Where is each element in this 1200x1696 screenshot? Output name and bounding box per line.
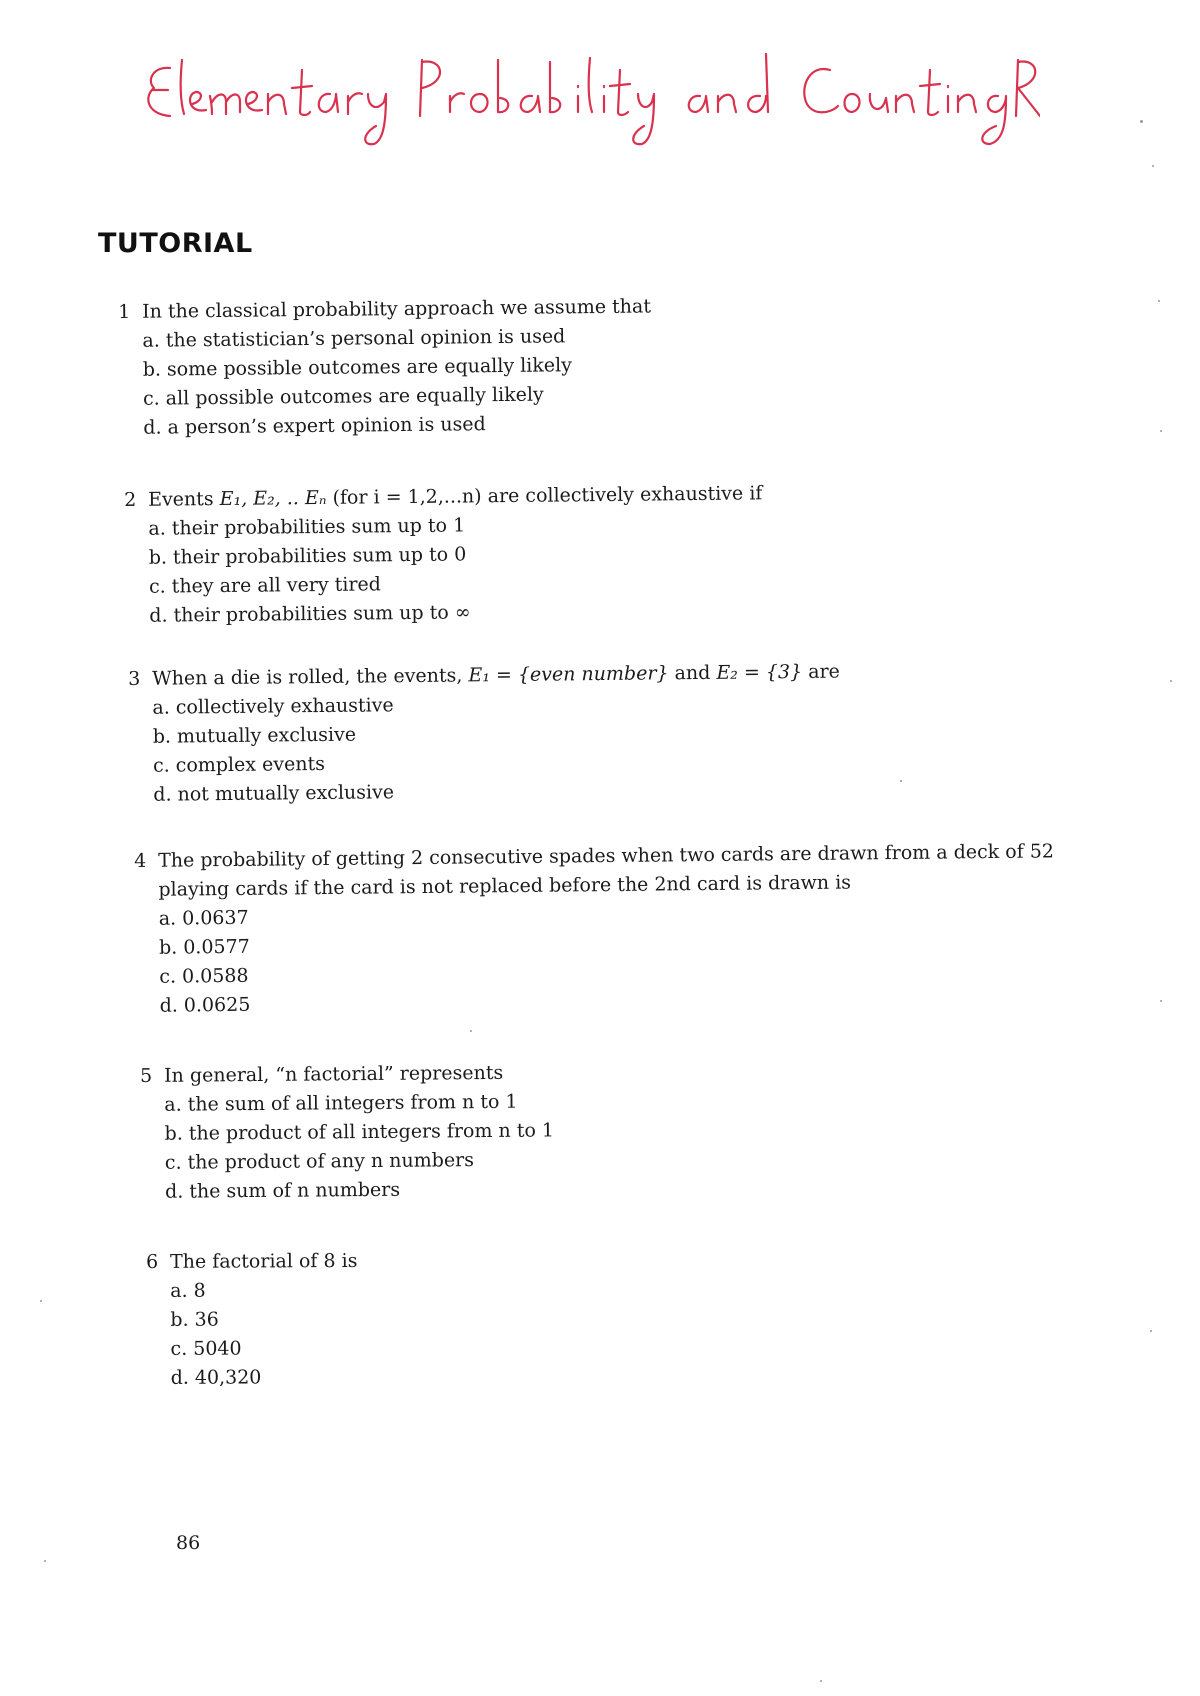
option-a [170, 1276, 357, 1306]
option-d [165, 1174, 555, 1206]
scan-speck [1140, 120, 1143, 123]
option-letter: c. [148, 575, 166, 598]
scan-speck [1158, 300, 1160, 302]
option-text: their probabilities sum up to 1 [171, 514, 466, 540]
scan-speck [900, 780, 902, 782]
option-text: 5040 [193, 1337, 242, 1360]
question-text-prefix: When a die is rolled, the events, [152, 664, 463, 690]
option-letter: b. [148, 546, 168, 569]
option-letter: c. [152, 754, 170, 777]
option-a [164, 1087, 554, 1119]
option-text: 0.0637 [182, 906, 249, 930]
handwritten-title [140, 40, 1040, 150]
scan-speck [1170, 680, 1172, 682]
question-text-prefix: Events [148, 488, 214, 511]
options-list [146, 1276, 358, 1393]
event-e1: E₁ = {even number} [468, 662, 669, 687]
question-3 [128, 658, 841, 810]
option-letter: c. [170, 1337, 188, 1360]
option-letter: b. [152, 725, 172, 748]
scan-speck [1150, 1330, 1152, 1332]
option-text: their probabilities sum up to ∞ [173, 601, 471, 627]
option-text: 0.0588 [181, 964, 249, 988]
options-list [140, 1087, 554, 1207]
options-list [118, 321, 652, 443]
events-notation: E₁, E₂, .. Eₙ [219, 486, 327, 510]
question-text-suffix: are [808, 660, 840, 683]
option-letter: d. [165, 1180, 184, 1203]
question-text: In general, “n factorial” represents [164, 1061, 504, 1087]
handwritten-title-ink [140, 40, 1040, 150]
scan-speck [470, 1030, 472, 1032]
option-letter: a. [170, 1279, 188, 1302]
option-text: 36 [194, 1308, 219, 1331]
option-letter: b. [158, 936, 178, 959]
question-number: 3 [128, 667, 141, 690]
question-2 [124, 479, 764, 631]
option-letter: b. [142, 358, 162, 381]
option-letter: b. [164, 1122, 183, 1145]
scan-speck [1160, 1000, 1162, 1002]
option-text: the sum of n numbers [189, 1178, 401, 1203]
scan-speck [40, 1300, 42, 1302]
option-c [170, 1334, 357, 1364]
option-letter: d. [159, 994, 178, 1017]
option-d [143, 408, 652, 442]
option-letter: a. [152, 696, 170, 719]
scan-speck [44, 1560, 46, 1562]
option-b [170, 1305, 357, 1335]
option-d [171, 1363, 358, 1393]
question-6 [146, 1247, 358, 1393]
option-letter: d. [149, 604, 168, 627]
option-text: some possible outcomes are equally likely [166, 354, 573, 381]
question-number: 1 [118, 300, 131, 323]
option-text: 0.0625 [183, 993, 251, 1017]
option-text: the sum of all integers from n to 1 [187, 1090, 518, 1116]
option-text: complex events [175, 752, 326, 777]
option-text: 8 [193, 1279, 206, 1302]
question-text-suffix: (for i = 1,2,...n) are collectively exhaustive if [332, 482, 763, 509]
scan-speck [1152, 165, 1154, 167]
option-text: 0.0577 [183, 935, 250, 959]
option-text: not mutually exclusive [177, 781, 395, 806]
question-1 [118, 292, 652, 443]
option-text: the product of any n numbers [187, 1149, 475, 1174]
question-text: The factorial of 8 is [170, 1249, 358, 1273]
option-text: they are all very tired [171, 573, 381, 598]
page-number: 86 [176, 1532, 201, 1554]
event-e2: E₂ = {3} [716, 660, 803, 684]
option-b [165, 1116, 555, 1148]
options-list [124, 508, 763, 631]
option-d [149, 595, 764, 630]
option-letter: a. [158, 907, 177, 930]
question-text-line2: playing cards if the card is not replaced before the 2nd card is drawn is [158, 871, 852, 901]
option-letter: a. [142, 329, 160, 352]
option-text: a person’s expert opinion is used [167, 413, 486, 439]
options-list [135, 895, 1056, 1021]
tutorial-heading: TUTORIAL [98, 228, 253, 259]
question-4 [134, 837, 1056, 1021]
question-text: In the classical probability approach we assume that [142, 295, 652, 323]
question-text-line1: The probability of getting 2 consecutive spades when two cards are drawn from a deck of 52 [158, 840, 1055, 872]
option-letter: c. [142, 387, 160, 410]
option-text: all possible outcomes are equally likely [165, 383, 544, 410]
question-number: 5 [140, 1064, 153, 1087]
option-letter: d. [170, 1366, 189, 1389]
option-text: the product of all integers from n to 1 [188, 1119, 555, 1145]
option-text: mutually exclusive [176, 723, 357, 748]
option-letter: c. [159, 965, 177, 988]
option-letter: d. [153, 783, 172, 806]
option-letter: a. [148, 517, 166, 540]
question-text-mid: and [674, 661, 711, 685]
option-c [165, 1145, 555, 1177]
option-text: collectively exhaustive [175, 694, 394, 719]
question-number: 4 [134, 849, 147, 872]
option-letter: c. [164, 1151, 182, 1174]
option-text: their probabilities sum up to 0 [172, 543, 467, 569]
scan-speck [820, 1680, 822, 1682]
question-5 [140, 1058, 555, 1207]
options-list [128, 687, 841, 810]
scan-speck [1160, 430, 1162, 432]
question-number: 6 [146, 1250, 159, 1273]
option-letter: a. [164, 1093, 182, 1116]
option-d [153, 774, 841, 810]
option-text: 40,320 [194, 1366, 262, 1389]
option-letter: d. [143, 416, 162, 439]
option-text: the statistician’s personal opinion is used [165, 325, 566, 352]
question-number: 2 [124, 488, 137, 511]
option-letter: b. [170, 1308, 189, 1331]
